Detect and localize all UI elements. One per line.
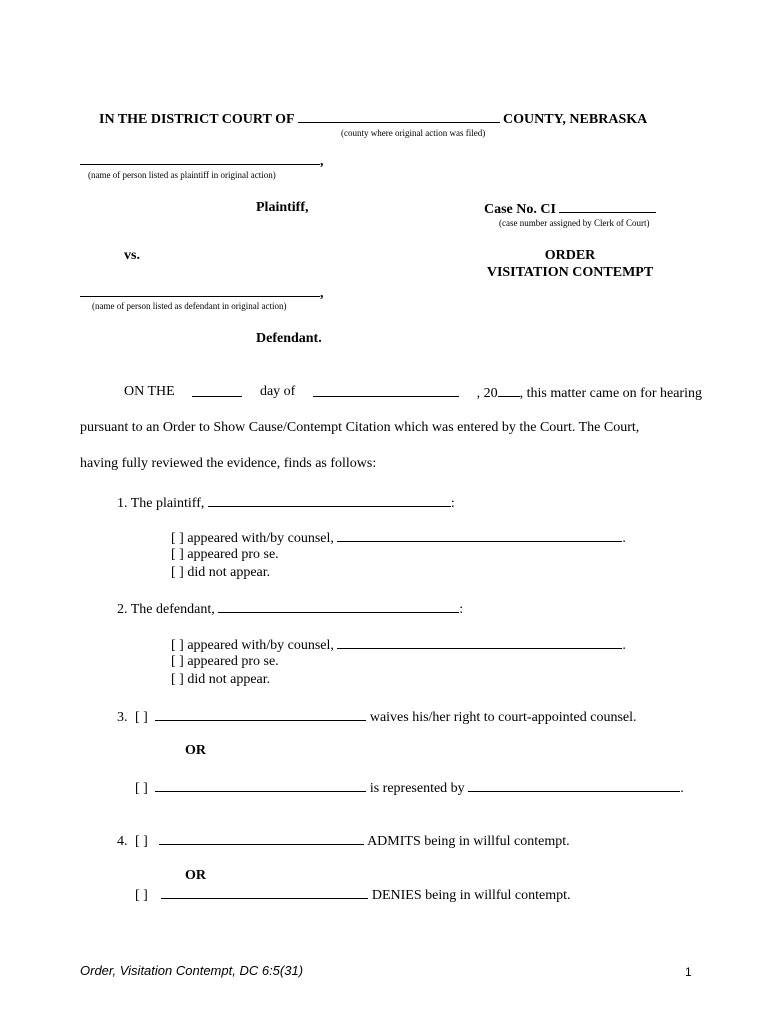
item-2-defendant <box>117 600 463 618</box>
intro-year: , 20 <box>476 386 498 401</box>
item-4-alt-party-blank[interactable] <box>161 886 368 899</box>
item-3-or: OR <box>185 743 206 758</box>
intro-on-the: ON THE <box>124 384 175 399</box>
item-3-party-blank[interactable] <box>155 708 366 721</box>
item-1-label: 1. The plaintiff, <box>117 496 205 511</box>
item-1-option-no-appear[interactable]: [ ] did not appear. <box>171 565 271 580</box>
year-blank[interactable] <box>498 384 520 397</box>
day-blank[interactable] <box>192 384 242 397</box>
item-3-num: 3. <box>117 710 128 725</box>
item-3-period: . <box>680 781 684 796</box>
item-1-counsel-text: [ ] appeared with/by counsel, <box>171 531 334 546</box>
item-2-counsel-blank[interactable] <box>337 636 622 649</box>
order-title: ORDER <box>544 248 596 263</box>
item-1-name-blank[interactable] <box>208 494 451 507</box>
form-id-footer: Order, Visitation Contempt, DC 6:5(31) <box>80 963 304 978</box>
county-blank[interactable] <box>298 110 500 123</box>
item-2-counsel-period: . <box>622 638 626 653</box>
item-2-counsel-text: [ ] appeared with/by counsel, <box>171 638 334 653</box>
item-3-represented-text: is represented by <box>369 781 465 796</box>
plaintiff-name-blank[interactable] <box>80 152 320 165</box>
plaintiff-name-line <box>80 152 324 170</box>
item-2-label: 2. The defendant, <box>117 602 215 617</box>
item-2-colon: : <box>459 602 464 617</box>
month-blank[interactable] <box>313 384 459 397</box>
case-number-blank[interactable] <box>559 200 656 213</box>
court-prefix: IN THE DISTRICT COURT OF <box>99 112 295 127</box>
item-4-party-blank[interactable] <box>159 832 364 845</box>
item-2-name-blank[interactable] <box>218 600 459 613</box>
vs-label: vs. <box>124 248 140 263</box>
order-subtitle: VISITATION CONTEMPT <box>486 265 654 280</box>
item-4-denies-text: DENIES being in willful contempt. <box>371 888 571 903</box>
case-number-hint: (case number assigned by Clerk of Court) <box>499 218 650 228</box>
item-2-option-counsel[interactable] <box>171 636 626 654</box>
plaintiff-comma: , <box>320 154 324 169</box>
item-3-counsel-blank[interactable] <box>468 779 680 792</box>
court-header <box>99 110 647 128</box>
defendant-name-line <box>80 284 324 302</box>
item-3-alt-checkbox[interactable]: [ ] <box>135 781 148 796</box>
case-number-label: Case No. CI <box>484 202 556 217</box>
item-2-option-no-appear[interactable]: [ ] did not appear. <box>171 672 271 687</box>
item-4-or: OR <box>185 868 206 883</box>
item-3-alt-party-blank[interactable] <box>155 779 366 792</box>
item-3-waives-text: waives his/her right to court-appointed counsel. <box>369 710 637 725</box>
intro-line-2: pursuant to an Order to Show Cause/Contempt Citation which was entered by the Court. The Court, <box>80 420 640 435</box>
intro-rest: , this matter came on for hearing <box>519 386 702 401</box>
item-2-option-pro-se[interactable]: [ ] appeared pro se. <box>171 654 279 669</box>
item-3-waives <box>117 708 637 726</box>
item-1-option-pro-se[interactable]: [ ] appeared pro se. <box>171 547 279 562</box>
defendant-name-hint: (name of person listed as defendant in original action) <box>92 301 287 311</box>
intro-day-of: day of <box>259 384 296 399</box>
item-4-checkbox[interactable]: [ ] <box>135 834 148 849</box>
item-4-denies <box>135 886 571 904</box>
item-1-option-counsel[interactable] <box>171 529 626 547</box>
item-1-plaintiff <box>117 494 455 512</box>
item-1-counsel-blank[interactable] <box>337 529 622 542</box>
item-4-num: 4. <box>117 834 128 849</box>
defendant-name-blank[interactable] <box>80 284 320 297</box>
case-number-line <box>484 200 656 218</box>
plaintiff-label: Plaintiff, <box>256 200 309 215</box>
county-suffix: COUNTY, NEBRASKA <box>503 112 648 127</box>
item-1-colon: : <box>450 496 455 511</box>
county-hint: (county where original action was filed) <box>341 128 486 138</box>
intro-line-1 <box>124 384 702 402</box>
item-4-admits-text: ADMITS being in willful contempt. <box>367 834 570 849</box>
page-number: 1 <box>685 965 692 979</box>
defendant-label: Defendant. <box>256 331 322 346</box>
item-4-alt-checkbox[interactable]: [ ] <box>135 888 148 903</box>
item-3-represented <box>135 779 684 797</box>
item-1-counsel-period: . <box>622 531 626 546</box>
item-4-admits <box>117 832 570 850</box>
defendant-comma: , <box>320 286 324 301</box>
intro-line-3: having fully reviewed the evidence, finds as follows: <box>80 456 377 471</box>
item-3-checkbox[interactable]: [ ] <box>135 710 148 725</box>
plaintiff-name-hint: (name of person listed as plaintiff in original action) <box>88 170 276 180</box>
